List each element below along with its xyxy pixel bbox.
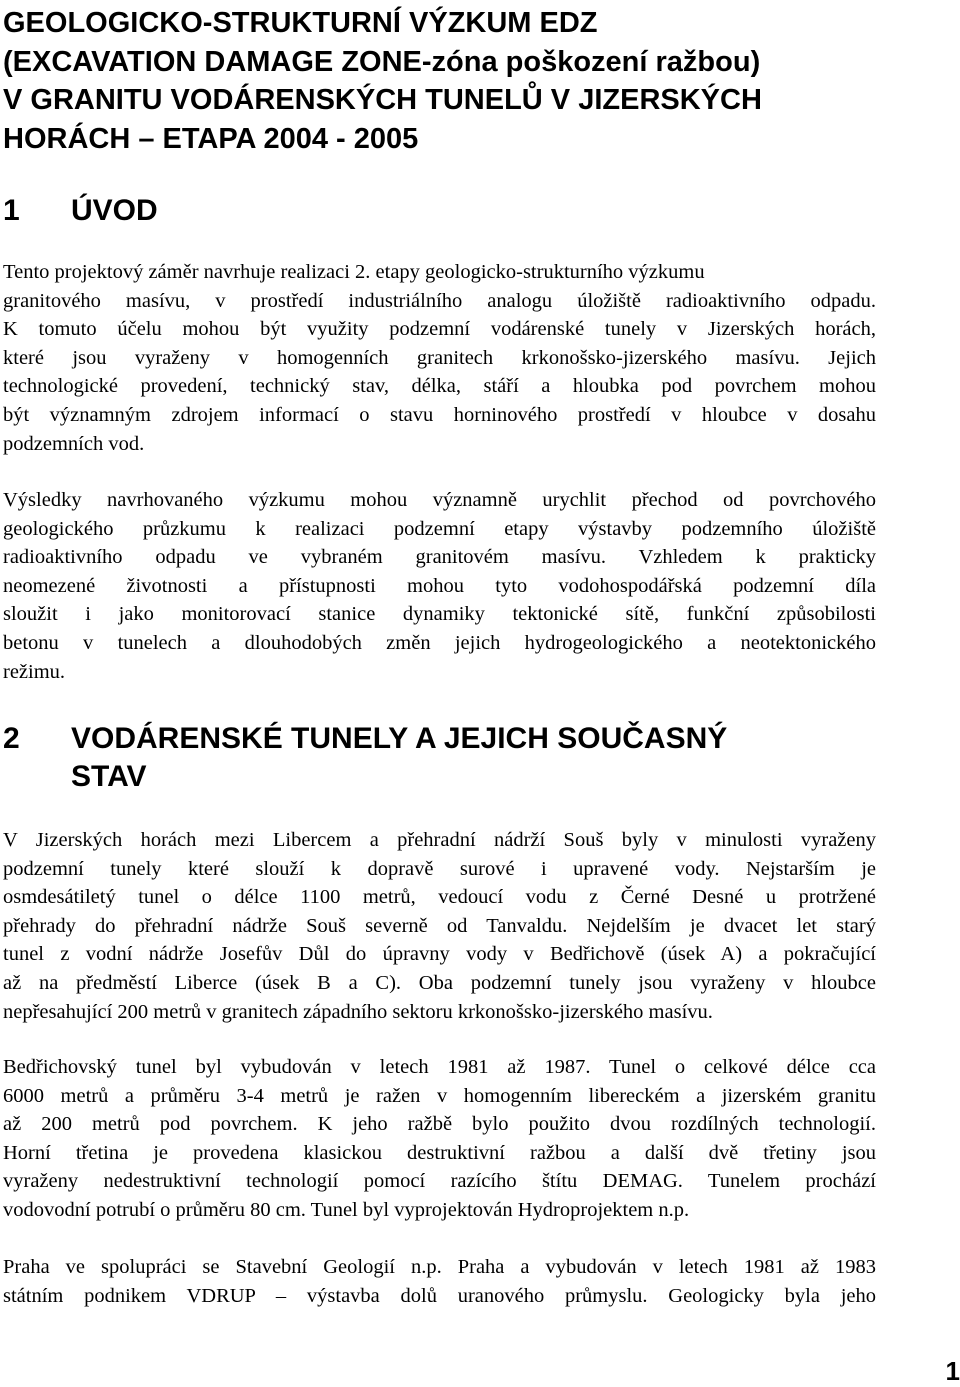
text-line: radioaktivního odpadu ve vybraném granitovém masívu. Vzhledem k prakticky [3,546,876,569]
text-line: V Jizerských horách mezi Libercem a přehradní nádrží Souš byly v minulosti vyraženy [3,829,876,851]
text-line: sloužit i jako monitorovací stanice dynamiky tektonické sítě, funkční způsobilosti [3,603,876,626]
text-line: technologické provedení, technický stav, délka, stáří a hloubka pod povrchem mohou [3,375,876,398]
text-line: přehrady do přehradní nádrže Souš severně od Tanvaldu. Nejdelším je dvacet let starý [3,914,876,937]
text-line: režimu. [3,660,66,683]
text-line: Výsledky navrhovaného výzkumu mohou významně urychlit přechod od povrchového [3,489,876,511]
text-line: Horní třetina je provedena klasickou destruktivní ražbou a další dvě třetiny jsou [3,1141,876,1164]
text-line: které jsou vyraženy v homogenních granitech krkonošsko-jizerského masívu. Jejich [3,346,876,369]
text-line: osmdesátiletý tunel o délce 1100 metrů, vedoucí vodu z Černé Desné u protržené [3,886,876,909]
text-line: Tento projektový záměr navrhuje realizaci 2. etapy geologicko-strukturního výzkumu [3,261,705,283]
text-line: K tomuto účelu mohou být využity podzemní vodárenské tunely v Jizerských horách, [3,318,876,341]
text-line: Bedřichovský tunel byl vybudován v letech 1981 až 1987. Tunel o celkové délce cca [3,1056,876,1078]
text-line: státním podnikem VDRUP – výstavba dolů uranového průmyslu. Geologicky byla jeho [3,1284,876,1307]
section-title: ÚVOD [71,194,158,227]
text-line: podzemních vod. [3,432,145,455]
paragraph-tunnels-3 [3,1253,876,1310]
paragraph-intro-2 [3,486,876,686]
title-line: HORÁCH – ETAPA 2004 - 2005 [3,122,419,155]
title-line: V GRANITU VODÁRENSKÝCH TUNELŮ V JIZERSKÝCH [3,84,762,116]
section-number: 1 [3,194,20,227]
page-number: 1 [945,1356,960,1386]
section-title: VODÁRENSKÉ TUNELY A JEJICH SOUČASNÝ STAV [71,722,728,793]
text-line: betonu v tunelech a dlouhodobých změn jejich hydrogeologického a neotektonického [3,631,876,654]
text-line: nepřesahující 200 metrů v granitech západního sektoru krkonošsko-jizerského masívu. [3,1000,713,1023]
text-line: Praha ve spolupráci se Stavební Geologií n.p. Praha a vybudován v letech 1981 až 1983 [3,1256,876,1278]
section-number: 2 [3,722,20,755]
document-title [3,4,903,158]
text-line: geologického průzkumu k realizaci podzemní etapy výstavby podzemního úložiště [3,517,876,540]
title-line: (EXCAVATION DAMAGE ZONE-zóna poškození ražbou) [3,45,761,78]
text-line: granitového masívu, v prostředí industriálního analogu úložiště radioaktivního odpadu. [3,289,876,312]
paragraph-intro-1 [3,258,876,458]
paragraph-tunnels-1 [3,826,876,1026]
text-line: 6000 metrů a průměru 3-4 metrů je ražen v homogenním libereckém a jizerském granitu [3,1084,876,1107]
text-line: podzemní tunely které slouží k dopravě surové i upravené vody. Nejstarším je [3,857,876,880]
text-line: až na předměstí Liberce (úsek B a C). Oba podzemní tunely jsou vyraženy v hloubce [3,971,876,994]
paragraph-tunnels-2 [3,1053,876,1225]
text-line: vyraženy nedestruktivní technologií pomocí razícího štítu DEMAG. Tunelem prochází [3,1170,876,1193]
text-line: být významným zdrojem informací o stavu horninového prostředí v hloubce v dosahu [3,403,876,426]
text-line: neomezené životnosti a přístupnosti mohou tyto vodohospodářská podzemní díla [3,574,876,597]
text-line: tunel z vodní nádrže Josefův Důl do úpravny vody v Bedřichově (úsek A) a pokračující [3,943,876,966]
text-line: vodovodní potrubí o průměru 80 cm. Tunel byl vyprojektován Hydroprojektem n.p. [3,1198,690,1221]
text-line: až 200 metrů pod povrchem. K jeho ražbě bylo použito dvou rozdílných technologií. [3,1113,876,1136]
title-line: GEOLOGICKO-STRUKTURNÍ VÝZKUM EDZ [3,7,598,39]
